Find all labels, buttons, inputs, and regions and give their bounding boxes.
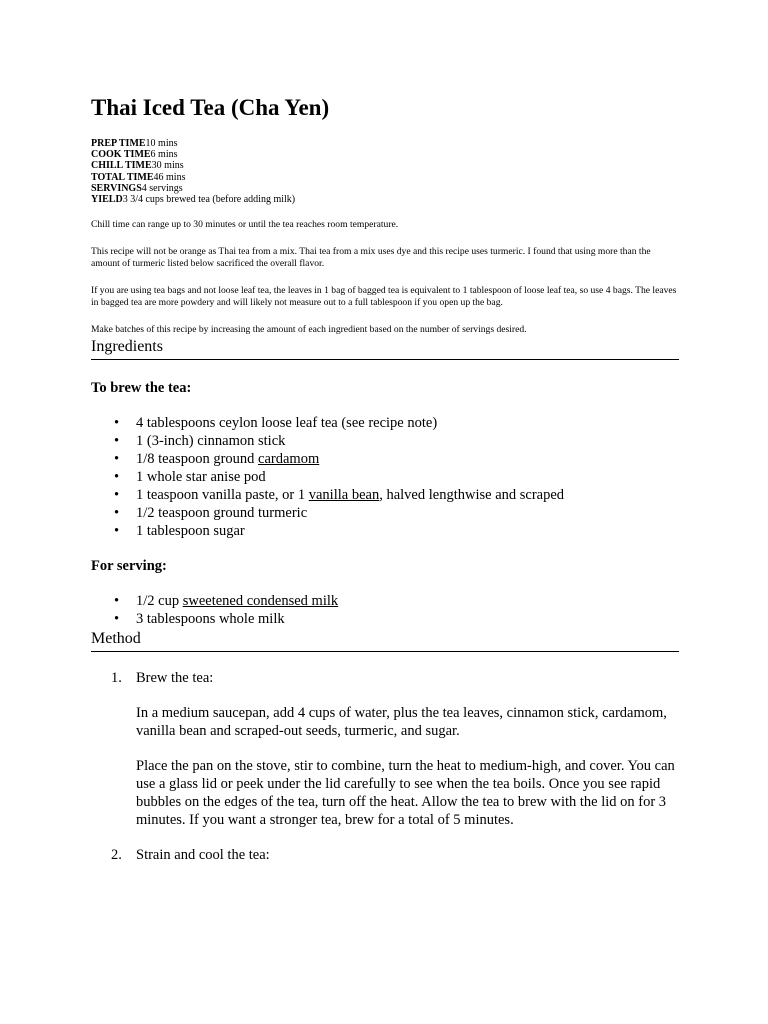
ingredient-text: 1/8 teaspoon ground — [136, 451, 259, 468]
meta-value: 4 servings — [141, 182, 183, 194]
ingredient-item — [91, 414, 679, 432]
recipe-meta — [91, 138, 679, 205]
meta-label: CHILL TIME — [91, 160, 152, 172]
serving-subheading: For serving: — [91, 558, 167, 575]
ingredient-item — [91, 504, 679, 522]
meta-label: PREP TIME — [91, 138, 146, 149]
method-steps — [91, 669, 679, 864]
ingredient-item — [91, 486, 679, 504]
ingredient-item — [91, 610, 679, 628]
recipe-note: If you are using tea bags and not loose leaf tea, the leaves in 1 bag of bagged tea is equivalent to 1 tablespoon of loose leaf tea, so use 4 bags. The leaves in bagged tea are more powdery and will likely not measure out to a full tablespoon if you open up the bag. — [91, 285, 677, 309]
method-step — [91, 846, 679, 864]
meta-value: 3 3/4 cups brewed tea (before adding milk) — [122, 194, 296, 206]
ingredient-text: 1 (3-inch) cinnamon stick — [136, 433, 286, 450]
ingredient-text: , halved lengthwise and scraped — [379, 487, 565, 504]
recipe-title: Thai Iced Tea (Cha Yen) — [91, 95, 330, 120]
meta-label: COOK TIME — [91, 149, 151, 161]
ingredient-text: 4 tablespoons ceylon loose leaf tea (see recipe note) — [136, 415, 438, 432]
ingredient-item — [91, 450, 679, 468]
recipe-note: This recipe will not be orange as Thai tea from a mix. Thai tea from a mix uses dye and this recipe uses turmeric. I found that using more than the amount of turmeric listed below sacrificed the overall flavor. — [91, 246, 651, 270]
meta-value: 46 mins — [153, 171, 186, 183]
step-number: 2. — [111, 847, 122, 864]
meta-label: YIELD — [91, 194, 123, 206]
ingredient-item — [91, 522, 679, 540]
meta-value: 6 mins — [150, 149, 178, 161]
meta-cook-time — [91, 149, 679, 160]
step-title: Strain and cool the tea: — [136, 847, 270, 864]
meta-label: TOTAL TIME — [91, 171, 154, 183]
ingredient-text: 1 whole star anise pod — [136, 469, 266, 486]
vanilla-bean-link[interactable]: vanilla bean — [308, 487, 380, 504]
step-title: Brew the tea: — [136, 670, 214, 687]
step-paragraph: Place the pan on the stove, stir to combine, turn the heat to medium-high, and cover. You can use a glass lid or peek under the lid carefully to see when the tea boils. Once you see rapid bubbles on the edges of the tea, turn off the heat. Allow the tea to brew with the lid on for 3 minutes. If you want a stronger tea, brew for a total of 5 minutes. — [136, 758, 675, 829]
meta-prep-time — [91, 138, 679, 149]
ingredient-text: 1 teaspoon vanilla paste, or 1 — [136, 487, 309, 504]
ingredient-text: 3 tablespoons whole milk — [136, 611, 285, 628]
step-paragraph: In a medium saucepan, add 4 cups of water, plus the tea leaves, cinnamon stick, cardamom, vanilla bean and scraped-out seeds, turmeric, and sugar. — [136, 705, 667, 740]
ingredient-item — [91, 432, 679, 450]
meta-yield — [91, 194, 679, 205]
serving-ingredient-list — [91, 592, 679, 628]
meta-value: 10 mins — [145, 138, 178, 149]
meta-label: SERVINGS — [91, 182, 142, 194]
ingredients-heading: Ingredients — [91, 336, 679, 360]
meta-servings — [91, 183, 679, 194]
meta-total-time — [91, 172, 679, 183]
recipe-content — [91, 94, 679, 864]
brew-ingredient-list — [91, 414, 679, 540]
recipe-note: Make batches of this recipe by increasing the amount of each ingredient based on the number of servings desired. — [91, 324, 527, 336]
step-number: 1. — [111, 670, 122, 687]
condensed-milk-link[interactable]: sweetened condensed milk — [182, 593, 339, 610]
cardamom-link[interactable]: cardamom — [258, 451, 320, 468]
ingredient-text: 1/2 cup — [136, 593, 183, 610]
brew-subheading: To brew the tea: — [91, 380, 192, 397]
ingredient-text: 1/2 teaspoon ground turmeric — [136, 505, 308, 522]
method-step — [91, 669, 679, 829]
meta-chill-time — [91, 160, 679, 171]
ingredient-item — [91, 468, 679, 486]
ingredient-text: 1 tablespoon sugar — [136, 523, 245, 540]
method-heading: Method — [91, 628, 679, 652]
meta-value: 30 mins — [151, 160, 184, 172]
recipe-note: Chill time can range up to 30 minutes or until the tea reaches room temperature. — [91, 219, 399, 231]
ingredient-item — [91, 592, 679, 610]
